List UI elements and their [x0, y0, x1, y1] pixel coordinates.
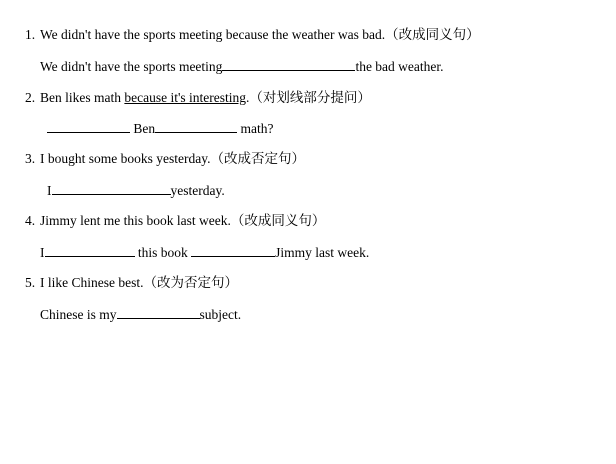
answer-4: [40, 244, 369, 262]
answer-text-after: subject.: [199, 307, 242, 322]
answer-text-after: the bad weather.: [355, 59, 444, 74]
question-3: [25, 150, 305, 168]
question-text: We didn't have the sports meeting because the weather was bad.: [40, 27, 386, 42]
question-text: Jimmy lent me this book last week.: [40, 213, 231, 228]
answer-text-middle: Ben: [130, 121, 156, 136]
question-number: 3.: [25, 151, 36, 166]
answer-1: [40, 58, 444, 76]
question-instruction: （改成同义句）: [385, 27, 480, 43]
answer-text-middle: this book: [134, 245, 192, 260]
answer-2: [47, 120, 274, 138]
answer-blank[interactable]: [191, 244, 275, 257]
answer-text-before: Chinese is my: [40, 307, 117, 322]
question-instruction: （改为否定句）: [143, 275, 238, 291]
question-instruction: （改成同义句）: [230, 213, 326, 229]
answer-text-before: I: [40, 245, 45, 260]
answer-blank[interactable]: [47, 120, 130, 133]
answer-3: [47, 182, 225, 200]
answer-5: [40, 306, 241, 324]
question-1: [25, 26, 480, 44]
answer-blank[interactable]: [45, 244, 135, 257]
answer-text-before: We didn't have the sports meeting: [40, 59, 223, 74]
answer-text-before: I: [47, 183, 52, 198]
question-instruction: （对划线部分提问）: [249, 90, 371, 106]
question-instruction: （改成否定句）: [210, 151, 305, 167]
answer-blank[interactable]: [117, 306, 200, 319]
question-5: [25, 274, 238, 292]
answer-text-after: yesterday.: [170, 183, 225, 198]
question-2: [25, 89, 371, 107]
question-number: 4.: [25, 213, 36, 228]
question-text-end: .: [246, 90, 250, 105]
answer-text-after: math?: [237, 121, 274, 136]
question-text: I like Chinese best.: [40, 275, 144, 290]
underlined-phrase: because it's interesting: [124, 90, 247, 105]
question-4: [25, 212, 325, 230]
question-text: Ben likes math: [40, 90, 125, 105]
answer-text-after: Jimmy last week.: [275, 245, 370, 260]
answer-blank[interactable]: [52, 182, 171, 195]
question-number: 2.: [25, 90, 36, 105]
answer-blank[interactable]: [222, 58, 355, 71]
question-number: 5.: [25, 275, 36, 290]
question-text: I bought some books yesterday.: [40, 151, 211, 166]
answer-blank[interactable]: [155, 120, 237, 133]
question-number: 1.: [25, 27, 36, 42]
